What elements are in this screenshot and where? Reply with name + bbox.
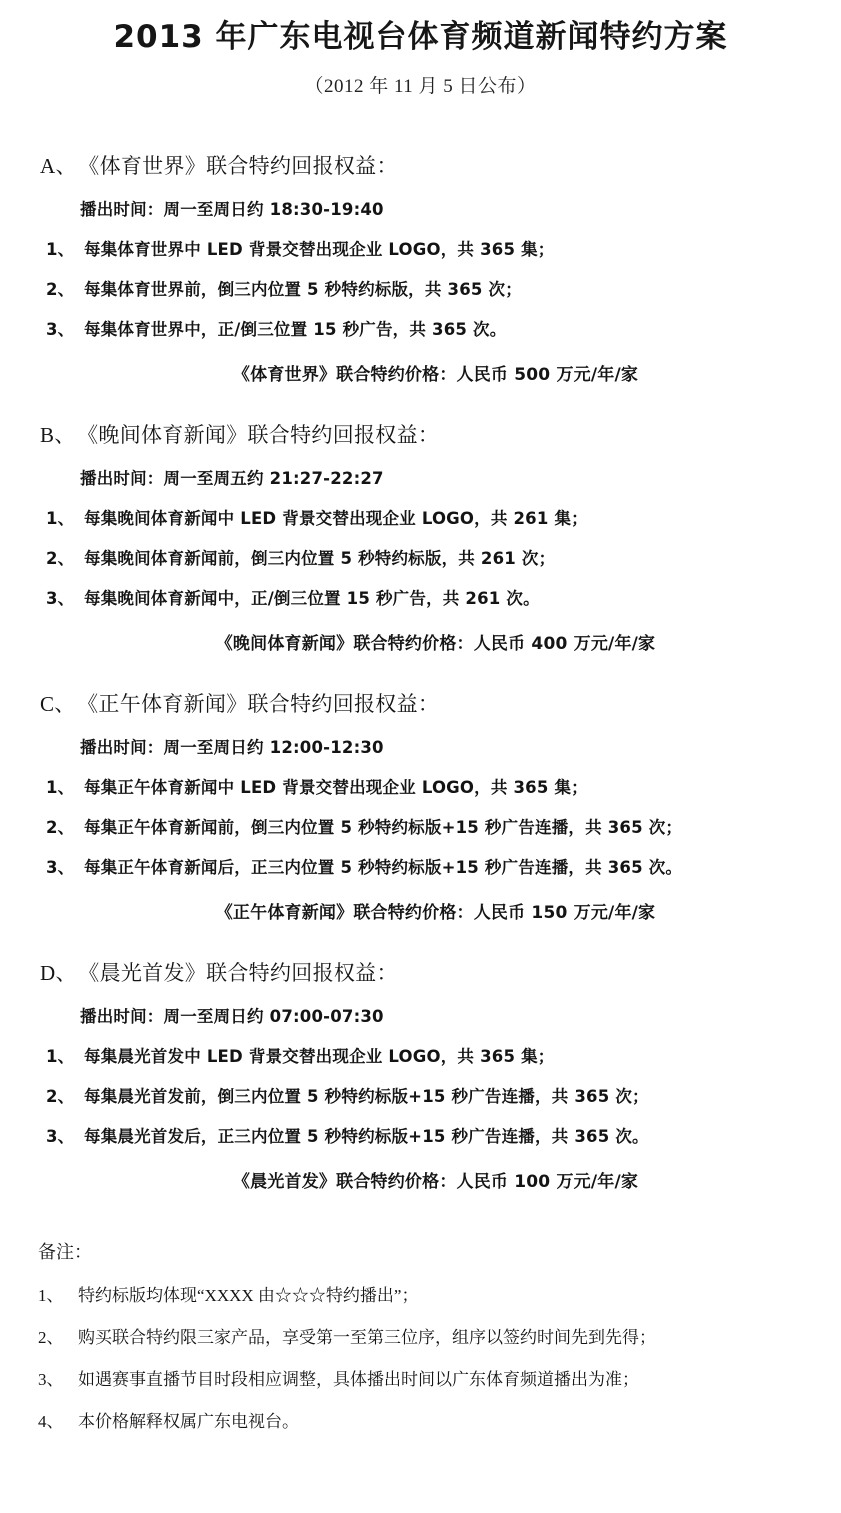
section-a-airtime: 播出时间：周一至周日约 18:30-19:40 <box>80 199 384 219</box>
item-number: 1、 <box>46 1046 75 1066</box>
section-c-heading <box>40 688 813 718</box>
section-b-heading <box>40 419 813 449</box>
section-d-price: 《晨光首发》联合特约价格：人民币 100 万元/年/家 <box>232 1171 639 1192</box>
section-a-price: 《体育世界》联合特约价格：人民币 500 万元/年/家 <box>232 364 639 385</box>
section-c-airtime: 播出时间：周一至周日约 12:00-12:30 <box>80 737 384 757</box>
note-number: 4、 <box>38 1411 64 1431</box>
note-number: 3、 <box>38 1369 64 1389</box>
item-number: 1、 <box>46 508 75 528</box>
list-item <box>46 505 813 529</box>
list-item <box>46 236 813 260</box>
item-number: 1、 <box>46 777 75 797</box>
note-text: 购买联合特约限三家产品，享受第一至第三位序，组序以签约时间先到先得； <box>78 1327 656 1347</box>
note-number: 2、 <box>38 1327 64 1347</box>
item-number: 3、 <box>46 588 75 608</box>
item-text: 每集正午体育新闻中 LED 背景交替出现企业 LOGO，共 365 集； <box>84 777 588 797</box>
page-title: 2013 年广东电视台体育频道新闻特约方案 <box>113 19 728 55</box>
note-item <box>38 1323 813 1348</box>
item-number: 2、 <box>46 548 75 568</box>
item-text: 每集正午体育新闻后，正三内位置 5 秒特约标版+15 秒广告连播，共 365 次。 <box>84 857 683 877</box>
section-a-label: A、 <box>40 153 77 178</box>
list-item <box>46 774 813 798</box>
note-item <box>38 1281 813 1306</box>
note-item <box>38 1407 813 1432</box>
section-d-heading <box>40 957 813 987</box>
note-text: 如遇赛事直播节目时段相应调整，具体播出时间以广东体育频道播出为准； <box>78 1369 639 1389</box>
item-text: 每集晚间体育新闻前，倒三内位置 5 秒特约标版，共 261 次； <box>84 548 556 568</box>
list-item <box>46 585 813 609</box>
list-item <box>46 1083 813 1107</box>
note-number: 1、 <box>38 1285 64 1305</box>
item-text: 每集晚间体育新闻中，正/倒三位置 15 秒广告，共 261 次。 <box>84 588 540 608</box>
list-item <box>46 316 813 340</box>
item-text: 每集体育世界前，倒三内位置 5 秒特约标版，共 365 次； <box>84 279 522 299</box>
page-subtitle: （2012 年 11 月 5 日公布） <box>304 75 537 97</box>
item-number: 1、 <box>46 239 75 259</box>
section-d-label: D、 <box>40 960 77 985</box>
item-text: 每集晚间体育新闻中 LED 背景交替出现企业 LOGO，共 261 集； <box>84 508 588 528</box>
note-text: 本价格解释权属广东电视台。 <box>78 1411 299 1431</box>
section-b-price: 《晚间体育新闻》联合特约价格：人民币 400 万元/年/家 <box>215 633 656 654</box>
section-c-title: 《正午体育新闻》联合特约回报权益： <box>87 691 440 716</box>
list-item <box>46 1043 813 1067</box>
notes-section <box>28 1238 813 1432</box>
item-text: 每集正午体育新闻前，倒三内位置 5 秒特约标版+15 秒广告连播，共 365 次； <box>84 817 683 837</box>
list-item <box>46 545 813 569</box>
item-text: 每集体育世界中，正/倒三位置 15 秒广告，共 365 次。 <box>84 319 507 339</box>
section-d-airtime: 播出时间：周一至周日约 07:00-07:30 <box>80 1006 384 1026</box>
note-item <box>38 1365 813 1390</box>
item-text: 每集晨光首发中 LED 背景交替出现企业 LOGO，共 365 集； <box>84 1046 555 1066</box>
section-a <box>28 150 813 385</box>
list-item <box>46 854 813 878</box>
item-number: 2、 <box>46 1086 75 1106</box>
section-b <box>28 419 813 654</box>
list-item <box>46 814 813 838</box>
section-c-price: 《正午体育新闻》联合特约价格：人民币 150 万元/年/家 <box>215 902 656 923</box>
notes-title: 备注： <box>38 1241 92 1262</box>
item-text: 每集晨光首发前，倒三内位置 5 秒特约标版+15 秒广告连播，共 365 次； <box>84 1086 649 1106</box>
note-text: 特约标版均体现“XXXX 由☆☆☆特约播出”； <box>78 1285 419 1305</box>
section-b-title: 《晚间体育新闻》联合特约回报权益： <box>87 422 440 447</box>
item-number: 3、 <box>46 857 75 877</box>
section-c-label: C、 <box>40 691 76 716</box>
item-text: 每集体育世界中 LED 背景交替出现企业 LOGO，共 365 集； <box>84 239 555 259</box>
item-number: 2、 <box>46 817 75 837</box>
list-item <box>46 276 813 300</box>
section-a-heading <box>40 150 813 180</box>
item-text: 每集晨光首发后，正三内位置 5 秒特约标版+15 秒广告连播，共 365 次。 <box>84 1126 649 1146</box>
item-number: 3、 <box>46 1126 75 1146</box>
section-d <box>28 957 813 1192</box>
list-item <box>46 1123 813 1147</box>
section-b-airtime: 播出时间：周一至周五约 21:27-22:27 <box>80 468 384 488</box>
item-number: 2、 <box>46 279 75 299</box>
section-d-title: 《晨光首发》联合特约回报权益： <box>88 960 398 985</box>
section-c <box>28 688 813 923</box>
section-b-label: B、 <box>40 422 76 447</box>
item-number: 3、 <box>46 319 75 339</box>
section-a-title: 《体育世界》联合特约回报权益： <box>88 153 398 178</box>
